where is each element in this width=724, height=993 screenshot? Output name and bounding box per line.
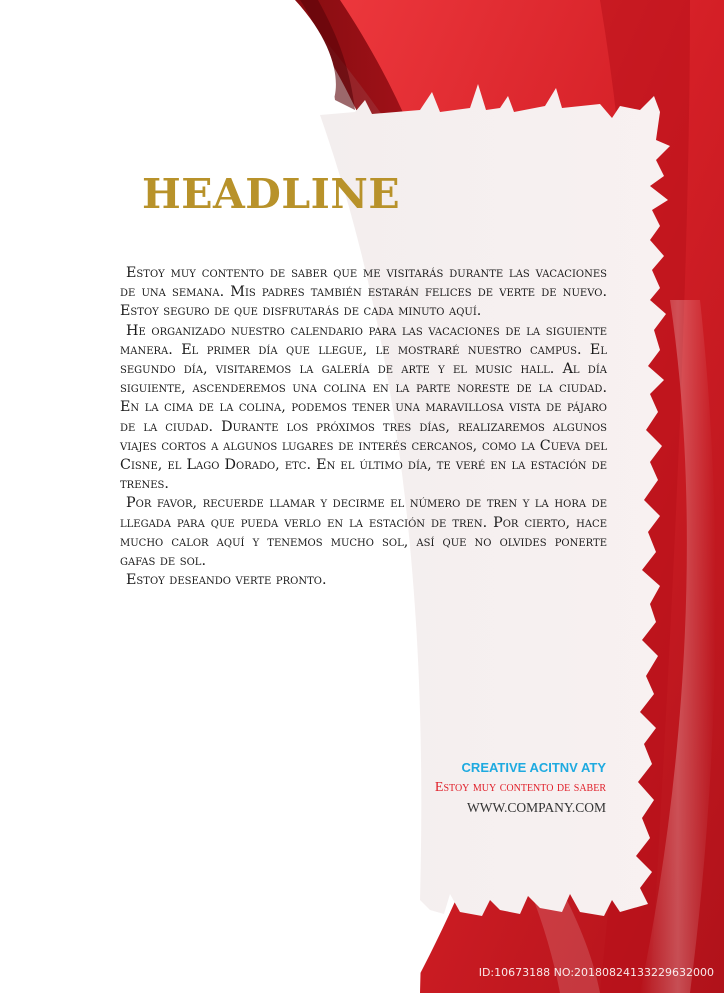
watermark-logo: 昵享网 www.nipic.cn	[10, 963, 265, 988]
paragraph: He organizado nuestro calendario para las vacaciones de la siguiente manera. El primer día que llegue, le mostraré nuestro campus. El segundo día, visitaremos la galería de arte y el music hall. Al día siguiente, ascenderemos una colina en la parte noreste de la ciudad. En la cima de la colina, podemos tener una maravillosa vista de pájaro de la ciudad. Durante los próximos tres días, realizaremos algunos viajes cortos a algunos lugares de interés cercanos, como la Cueva del Cisne, el Lago Dorado, etc. En el último día, te veré en la estación de trenes.	[120, 322, 607, 493]
letter-body	[120, 264, 607, 590]
contact-block	[435, 758, 606, 818]
paragraph: Por favor, recuerde llamar y decirme el número de tren y la hora de llegada para que pueda verlo en la estación de tren. Por cierto, hace mucho calor aquí y tenemos mucho sol, así que no olvides ponerte gafas de sol.	[120, 495, 607, 570]
contact-tagline: CREATIVE ACITNV ATY	[461, 760, 606, 775]
contact-website: WWW.COMPANY.COM	[466, 800, 606, 815]
watermark-id: ID:10673188 NO:20180824133229632000	[478, 966, 714, 979]
contact-subtitle: Estoy muy contento de saber	[434, 780, 606, 795]
paragraph: Estoy muy contento de saber que me visitarás durante las vacaciones de una semana. Mis padres también estarán felices de verte de nuevo. Estoy seguro de que disfrutarás de cada minuto aquí.	[120, 265, 607, 320]
headline: HEADLINE	[142, 170, 401, 218]
paragraph: Estoy deseando verte pronto.	[126, 572, 327, 589]
